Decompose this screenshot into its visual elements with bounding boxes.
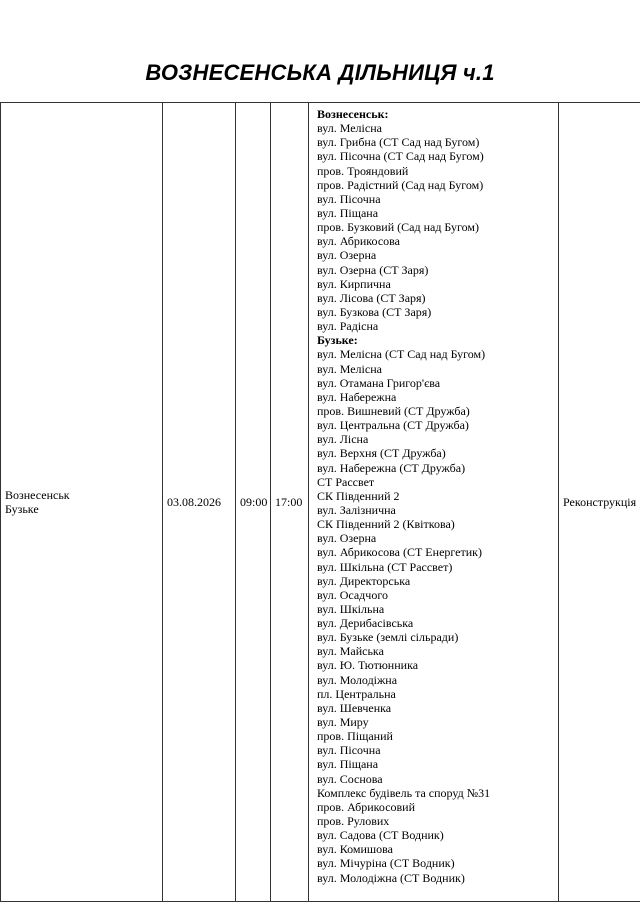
reason-cell: Реконструкція bbox=[559, 103, 640, 902]
street-item: вул. Центральна (СТ Дружба) bbox=[317, 418, 558, 432]
street-item: пров. Піщаний bbox=[317, 729, 558, 743]
street-item: вул. Озерна bbox=[317, 248, 558, 262]
street-item: вул. Набережна (СТ Дружба) bbox=[317, 461, 558, 475]
street-item: вул. Радісна bbox=[317, 319, 558, 333]
street-item: вул. Пісочна (СТ Сад над Бугом) bbox=[317, 149, 558, 163]
streets-list bbox=[317, 107, 558, 885]
settlements-cell bbox=[1, 103, 163, 902]
street-item: вул. Мелісна bbox=[317, 362, 558, 376]
street-item: вул. Озерна bbox=[317, 531, 558, 545]
street-item: пл. Центральна bbox=[317, 687, 558, 701]
settlement-name: Вознесенськ bbox=[5, 488, 158, 502]
street-item: вул. Набережна bbox=[317, 390, 558, 404]
street-item: пров. Бузковий (Сад над Бугом) bbox=[317, 220, 558, 234]
street-item: вул. Залізнична bbox=[317, 503, 558, 517]
street-item: Комплекс будівель та споруд №31 bbox=[317, 786, 558, 800]
settlement-name: Бузьке bbox=[5, 502, 158, 516]
street-item: вул. Кирпична bbox=[317, 277, 558, 291]
street-item: вул. Дерибасівська bbox=[317, 616, 558, 630]
street-item: вул. Соснова bbox=[317, 772, 558, 786]
street-item: вул. Шкільна bbox=[317, 602, 558, 616]
street-item: вул. Майська bbox=[317, 644, 558, 658]
street-item: вул. Миру bbox=[317, 715, 558, 729]
street-item: вул. Шкільна (СТ Рассвет) bbox=[317, 560, 558, 574]
street-item: вул. Осадчого bbox=[317, 588, 558, 602]
street-item: вул. Молодіжна (СТ Водник) bbox=[317, 871, 558, 885]
settlement-heading: Вознесенськ: bbox=[317, 107, 558, 121]
street-item: вул. Пісочна bbox=[317, 192, 558, 206]
street-item: вул. Мелісна (СТ Сад над Бугом) bbox=[317, 347, 558, 361]
street-item: вул. Лісова (СТ Заря) bbox=[317, 291, 558, 305]
street-item: пров. Вишневий (СТ Дружба) bbox=[317, 404, 558, 418]
street-item: СК Південний 2 (Квіткова) bbox=[317, 517, 558, 531]
street-item: вул. Комишова bbox=[317, 842, 558, 856]
street-item: вул. Отамана Григор'єва bbox=[317, 376, 558, 390]
street-item: вул. Мічуріна (СТ Водник) bbox=[317, 856, 558, 870]
street-item: вул. Ю. Тютюнника bbox=[317, 658, 558, 672]
street-item: вул. Молодіжна bbox=[317, 673, 558, 687]
street-item: вул. Піщана bbox=[317, 206, 558, 220]
street-item: вул. Піщана bbox=[317, 757, 558, 771]
street-item: вул. Озерна (СТ Заря) bbox=[317, 263, 558, 277]
street-item: пров. Рулових bbox=[317, 814, 558, 828]
street-item: вул. Грибна (СТ Сад над Бугом) bbox=[317, 135, 558, 149]
street-item: вул. Бузкова (СТ Заря) bbox=[317, 305, 558, 319]
street-item: пров. Радістний (Сад над Бугом) bbox=[317, 178, 558, 192]
street-item: вул. Абрикосова bbox=[317, 234, 558, 248]
street-item: пров. Абрикосовий bbox=[317, 800, 558, 814]
settlement-heading: Бузьке: bbox=[317, 333, 558, 347]
time-start-cell: 09:00 bbox=[236, 103, 271, 902]
table-row bbox=[1, 103, 640, 902]
time-end-cell: 17:00 bbox=[271, 103, 309, 902]
street-item: вул. Садова (СТ Водник) bbox=[317, 828, 558, 842]
street-item: вул. Верхня (СТ Дружба) bbox=[317, 446, 558, 460]
street-item: вул. Шевченка bbox=[317, 701, 558, 715]
street-item: вул. Пісочна bbox=[317, 743, 558, 757]
outage-schedule-table bbox=[0, 102, 640, 902]
street-item: вул. Директорська bbox=[317, 574, 558, 588]
street-item: пров. Трояндовий bbox=[317, 164, 558, 178]
date-cell: 03.08.2026 bbox=[163, 103, 236, 902]
street-item: СТ Рассвет bbox=[317, 475, 558, 489]
street-item: вул. Бузьке (землі сільради) bbox=[317, 630, 558, 644]
page-title: ВОЗНЕСЕНСЬКА ДІЛЬНИЦЯ ч.1 bbox=[0, 58, 640, 88]
street-item: вул. Мелісна bbox=[317, 121, 558, 135]
street-item: вул. Абрикосова (СТ Енергетик) bbox=[317, 545, 558, 559]
street-item: вул. Лісна bbox=[317, 432, 558, 446]
streets-cell bbox=[309, 103, 559, 902]
street-item: СК Південний 2 bbox=[317, 489, 558, 503]
